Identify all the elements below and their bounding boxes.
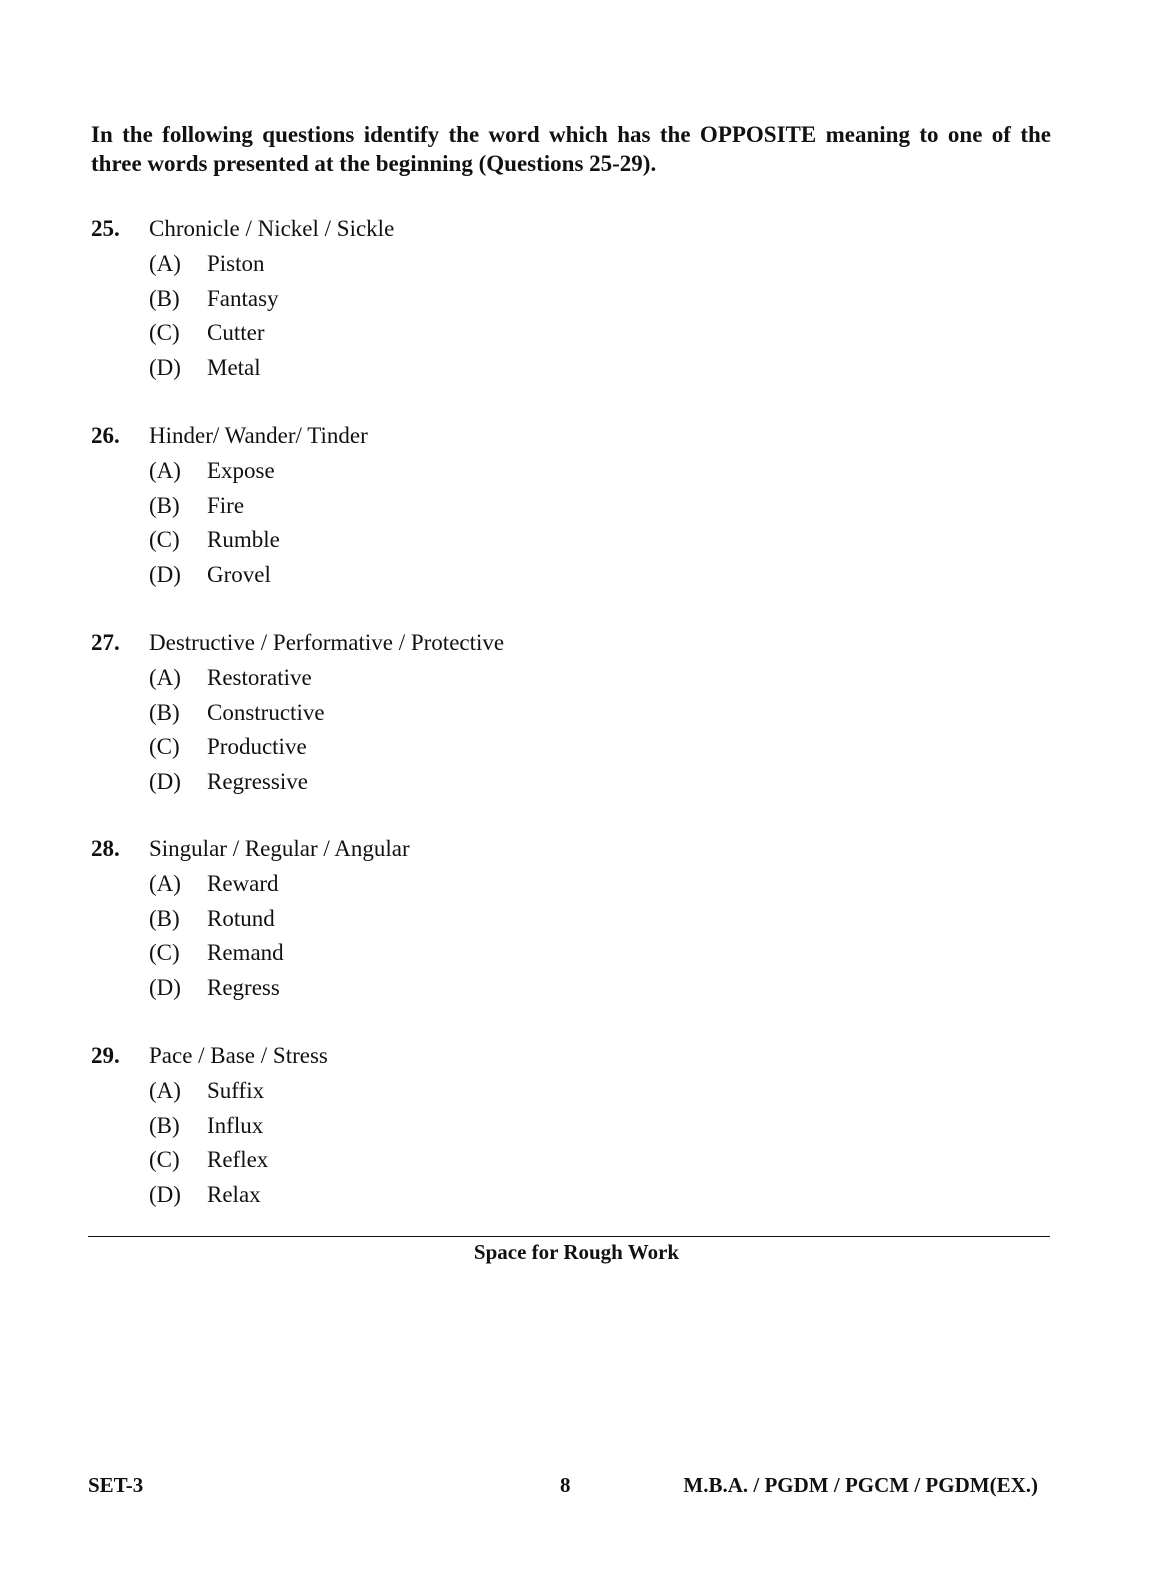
question-stem: Pace / Base / Stress [149,1043,328,1068]
option-text: Cutter [207,320,265,345]
option-a [91,251,791,286]
option-d [91,975,791,1010]
option-b [91,286,791,321]
option-c [91,527,791,562]
option-b [91,1113,791,1148]
option-text: Grovel [207,561,271,587]
option-text: Reflex [207,1147,269,1172]
question-25 [91,216,791,389]
option-letter: (A) [149,871,181,896]
option-d [91,769,791,804]
option-a [91,458,791,493]
option-text: Restorative [207,665,312,690]
option-letter: (A) [149,251,181,276]
option-a [91,665,791,700]
option-letter: (A) [149,458,181,483]
option-letter: (C) [149,940,180,965]
footer-set: SET-3 [88,1473,144,1497]
option-text: Suffix [207,1078,265,1103]
option-a [91,871,791,906]
footer-course: M.B.A. / PGDM / PGCM / PGDM(EX.) [683,1473,1038,1497]
question-stem: Chronicle / Nickel / Sickle [149,216,395,241]
option-text: Expose [207,458,275,483]
instructions: In the following questions identify the word which has the OPPOSITE meaning to one of the three words presented at the beginning (Questions 25-29). [91,122,1051,176]
question-number: 25. [91,216,120,241]
question-number: 27. [91,630,120,655]
option-text: Relax [207,1181,261,1207]
option-letter: (A) [149,665,181,690]
option-letter: (A) [149,1078,181,1103]
option-letter: (C) [149,320,180,345]
option-text: Remand [207,940,284,965]
option-d [91,355,791,390]
option-d [91,1182,791,1217]
option-letter: (D) [149,768,181,794]
option-text: Fantasy [207,285,279,311]
option-letter: (B) [149,492,180,518]
question-header [91,216,791,251]
option-b [91,906,791,941]
rough-work-label: Space for Rough Work [473,1240,680,1264]
option-c [91,320,791,355]
option-letter: (C) [149,527,180,552]
question-header [91,1043,791,1078]
question-number: 26. [91,423,120,448]
option-letter: (B) [149,1112,180,1138]
option-text: Constructive [207,699,325,725]
question-28 [91,836,791,1009]
option-b [91,493,791,528]
option-text: Rumble [207,527,280,552]
divider [88,1236,1050,1237]
question-header [91,630,791,665]
question-stem: Singular / Regular / Angular [149,836,410,861]
option-c [91,940,791,975]
option-c [91,734,791,769]
option-letter: (C) [149,734,180,759]
option-text: Regress [207,974,280,1000]
question-27 [91,630,791,803]
option-letter: (B) [149,285,180,311]
footer-page-number: 8 [560,1473,571,1497]
option-text: Influx [207,1112,264,1138]
option-text: Regressive [207,768,308,794]
option-text: Piston [207,251,265,276]
question-header [91,423,791,458]
option-text: Metal [207,354,261,380]
option-text: Fire [207,492,245,518]
option-text: Reward [207,871,279,896]
question-26 [91,423,791,596]
question-number: 28. [91,836,120,861]
question-stem: Hinder/ Wander/ Tinder [149,423,368,448]
option-letter: (D) [149,1181,181,1207]
option-d [91,562,791,597]
option-c [91,1147,791,1182]
option-letter: (D) [149,354,181,380]
option-letter: (B) [149,905,180,931]
option-b [91,700,791,735]
option-text: Productive [207,734,307,759]
option-text: Rotund [207,905,275,931]
question-29 [91,1043,791,1216]
option-a [91,1078,791,1113]
option-letter: (C) [149,1147,180,1172]
question-header [91,836,791,871]
option-letter: (D) [149,974,181,1000]
question-number: 29. [91,1043,120,1068]
option-letter: (D) [149,561,181,587]
option-letter: (B) [149,699,180,725]
question-stem: Destructive / Performative / Protective [149,630,505,655]
